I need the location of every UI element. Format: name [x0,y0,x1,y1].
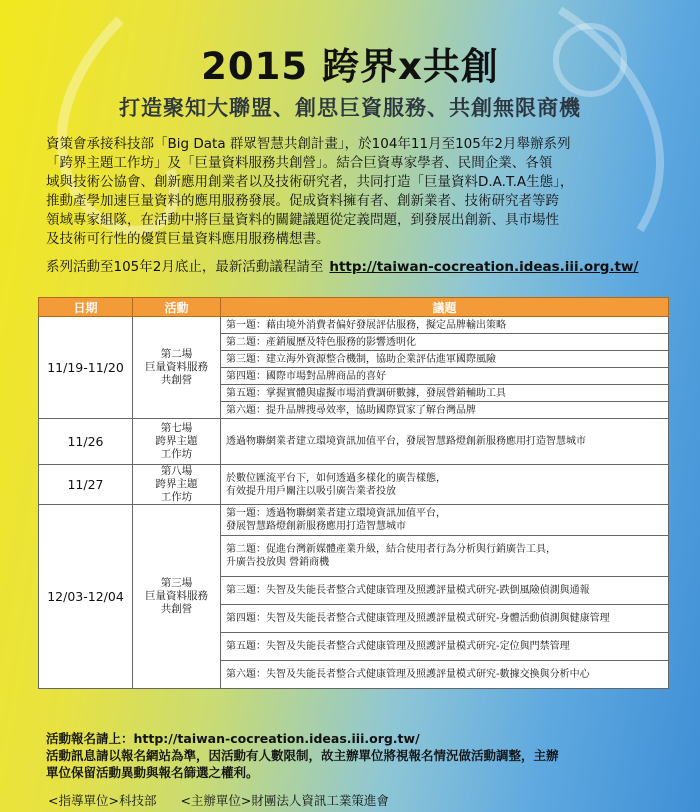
table-row [39,505,669,536]
intro-line: 「跨界主題工作坊」及「巨量資料服務共創營」。結合巨資專家學者、民間企業、各領 [46,155,553,171]
activity-line: 巨量資料服務 [145,590,208,602]
cell-activity [133,505,221,689]
cell-topic: 透過物聯網業者建立環境資訊加值平台，發展智慧路燈創新服務應用打造智慧城市 [221,419,669,465]
footer-note-line: 活動訊息請以報名網站為準，因活動有人數限制，故主辦單位將視報名情況做活動調整，主辦 [46,748,559,763]
header-date: 日期 [39,298,133,317]
intro-line: 領域專家組隊，在活動中將巨量資料的關鍵議題從定義問題，到發展出創新、具市場性 [46,212,559,228]
cell-activity [133,465,221,505]
header-topic: 議題 [221,298,669,317]
cell-topic: 於數位匯流平台下，如何透過多樣化的廣告樣態， 有效提升用戶關注以吸引廣告業者投放 [221,465,669,505]
activity-line: 第八場 [160,465,193,477]
schedule-note [46,255,638,275]
cell-date: 11/19-11/20 [39,317,133,419]
intro-paragraph [46,135,664,249]
register-link[interactable]: 活動報名請上：http://taiwan-cocreation.ideas.iii.org.tw/ [46,731,420,746]
intro-line: 資策會承接科技部「Big Data 群眾智慧共創計畫」，於104年11月至105年2月舉辦系列 [46,136,571,152]
cell-topic: 第二題：產銷履歷及特色服務的影響透明化 [221,334,669,351]
header-activity: 活動 [133,298,221,317]
activity-line: 共創營 [160,374,193,386]
page-title: 2015 跨界x共創 [201,45,499,88]
cell-topic: 第三題：建立海外資源整合機制，協助企業評估進軍國際風險 [221,351,669,368]
table-row [39,317,669,334]
cell-topic: 第三題：失智及失能長者整合式健康管理及照護評量模式研究-跌倒風險偵測與通報 [221,577,669,605]
activity-line: 第二場 [160,348,193,360]
page-subtitle: 打造聚知大聯盟、創思巨資服務、共創無限商機 [119,96,581,120]
activity-line: 第三場 [160,577,193,589]
table-row [39,419,669,465]
activity-line: 巨量資料服務 [145,361,208,373]
cell-topic: 第五題：失智及失能長者整合式健康管理及照護評量模式研究-定位與門禁管理 [221,633,669,661]
schedule-link[interactable]: http://taiwan-cocreation.ideas.iii.org.tw/ [329,259,639,275]
cell-activity [133,317,221,419]
cell-topic: 第六題：提升品牌搜尋效率，協助國際買家了解台灣品牌 [221,402,669,419]
agenda-table [38,297,669,689]
cell-topic: 第二題：促進台灣新媒體產業升級，結合使用者行為分析與行銷廣告工具， 升廣告投放與 營銷商機 [221,536,669,577]
agenda-body [39,317,669,689]
cell-topic: 第四題：失智及失能長者整合式健康管理及照護評量模式研究-身體活動偵測與健康管理 [221,605,669,633]
organizer-unit: <主辦單位>財團法人資訊工業策進會 [180,793,389,808]
cell-topic: 第五題：掌握實體與虛擬市場消費調研數據，發展營銷輔助工具 [221,385,669,402]
footer-notice [46,730,559,781]
cell-date: 11/27 [39,465,133,505]
activity-line: 跨界主題 [155,435,198,447]
organizer-info [48,791,389,809]
activity-line: 跨界主題 [155,478,198,490]
activity-line: 工作坊 [160,448,193,460]
cell-date: 11/26 [39,419,133,465]
activity-line: 共創營 [160,603,193,615]
intro-line: 推動產學加速巨量資料的應用服務發展。促成資料擁有者、創新業者、技術研究者等跨 [46,193,559,209]
cell-activity [133,419,221,465]
table-row [39,465,669,505]
activity-line: 工作坊 [160,491,193,503]
table-header-row [39,298,669,317]
intro-line: 及技術可行性的優質巨量資料應用服務構想書。 [46,231,330,247]
footer-note-line: 單位保留活動異動與報名篩選之權利。 [46,765,259,780]
cell-topic: 第六題：失智及失能長者整合式健康管理及照護評量模式研究-數據交換與分析中心 [221,661,669,689]
cell-date: 12/03-12/04 [39,505,133,689]
cell-topic: 第四題：國際市場對品牌商品的喜好 [221,368,669,385]
cell-topic: 第一題：藉由境外消費者偏好發展評估服務，擬定品牌輸出策略 [221,317,669,334]
intro-line: 域與技術公協會、創新應用創業者以及技術研究者，共同打造「巨量資料D.A.T.A生態」， [46,174,574,190]
activity-line: 第七場 [160,422,193,434]
cell-topic: 第一題：透過物聯網業者建立環境資訊加值平台， 發展智慧路燈創新服務應用打造智慧城市 [221,505,669,536]
schedule-text: 系列活動至105年2月底止，最新活動議程請至 [46,259,324,275]
supervisor-unit: <指導單位>科技部 [48,793,157,808]
